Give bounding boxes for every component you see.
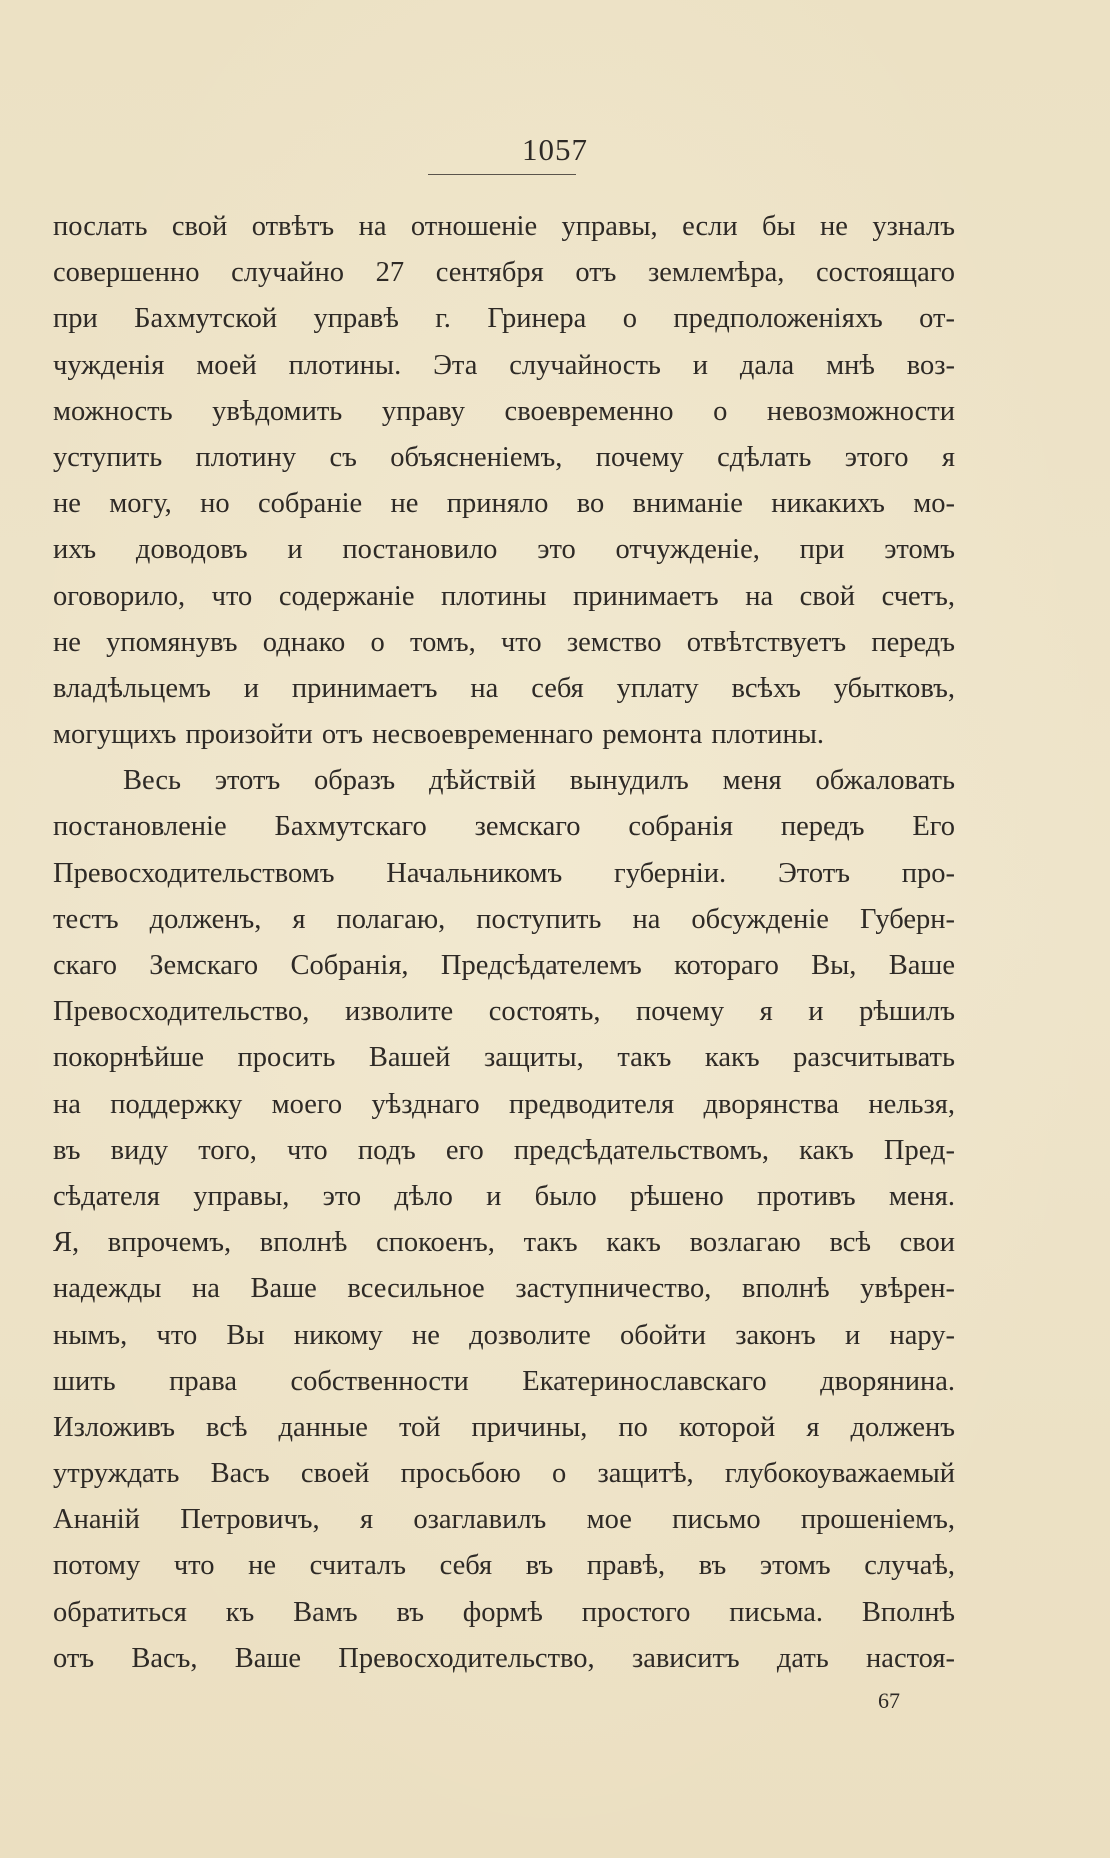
- text-line: въ виду того, что подъ его предсѣдательствомъ, какъ Пред-: [53, 1134, 955, 1166]
- paragraph-start-line: Весь этотъ образъ дѣйствій вынудилъ меня обжаловать: [123, 765, 955, 797]
- body-text: [53, 204, 955, 1682]
- text-line: чужденія моей плотины. Эта случайность и дала мнѣ воз-: [53, 349, 955, 381]
- page-number: 1057: [522, 132, 588, 167]
- text-line: покорнѣйше просить Вашей защиты, такъ какъ разсчитывать: [53, 1042, 955, 1074]
- text-line: отъ Васъ, Ваше Превосходительство, зависитъ дать настоя-: [53, 1642, 955, 1674]
- text-line: совершенно случайно 27 сентября отъ землемѣра, состоящаго: [53, 257, 955, 289]
- text-line: нымъ, что Вы никому не дозволите обойти законъ и нару-: [53, 1319, 955, 1351]
- header-rule: [428, 174, 576, 175]
- text-line: Ананій Петровичъ, я озаглавилъ мое письмо прошеніемъ,: [53, 1504, 955, 1536]
- text-line: не могу, но собраніе не приняло во вниманіе никакихъ мо-: [53, 488, 955, 520]
- text-line: уступить плотину съ объясненіемъ, почему сдѣлать этого я: [53, 441, 955, 473]
- text-line: ихъ доводовъ и постановило это отчужденіе, при этомъ: [53, 534, 955, 566]
- text-line: Я, впрочемъ, вполнѣ спокоенъ, такъ какъ возлагаю всѣ свои: [53, 1227, 955, 1259]
- text-line: скаго Земскаго Собранія, Предсѣдателемъ котораго Вы, Ваше: [53, 950, 955, 981]
- text-line: оговорило, что содержаніе плотины принимаетъ на свой счетъ,: [53, 580, 955, 612]
- text-line: могущихъ произойти отъ несвоевременнаго ремонта плотины.: [53, 719, 824, 751]
- text-line: постановленіе Бахмутскаго земскаго собранія передъ Его: [53, 811, 955, 843]
- text-line: можность увѣдомить управу своевременно о невозможности: [53, 395, 955, 427]
- text-line: потому что не считалъ себя въ правѣ, въ этомъ случаѣ,: [53, 1550, 955, 1582]
- text-line: не упомянувъ однако о томъ, что земство отвѣтствуетъ передъ: [53, 626, 955, 658]
- signature-mark: 67: [878, 1688, 900, 1713]
- text-line: Превосходительство, изволите состоять, почему я и рѣшилъ: [53, 996, 955, 1028]
- text-line: тестъ долженъ, я полагаю, поступить на обсужденіе Губерн-: [53, 903, 955, 935]
- text-line: сѣдателя управы, это дѣло и было рѣшено противъ меня.: [53, 1180, 955, 1212]
- text-line: владѣльцемъ и принимаетъ на себя уплату всѣхъ убытковъ,: [53, 672, 955, 704]
- text-line: надежды на Ваше всесильное заступничество, вполнѣ увѣрен-: [53, 1273, 955, 1305]
- text-line: обратиться къ Вамъ въ формѣ простого письма. Вполнѣ: [53, 1596, 955, 1628]
- text-line: на поддержку моего уѣзднаго предводителя дворянства нельзя,: [53, 1088, 955, 1120]
- text-line: шить права собственности Екатеринославскаго дворянина.: [53, 1365, 955, 1397]
- text-line: при Бахмутской управѣ г. Гринера о предположеніяхъ от-: [53, 303, 955, 335]
- text-line: Превосходительствомъ Начальникомъ губерніи. Этотъ про-: [53, 857, 955, 889]
- text-line: Изложивъ всѣ данные той причины, по которой я долженъ: [53, 1411, 955, 1443]
- text-line: утруждать Васъ своей просьбою о защитѣ, глубокоуважаемый: [53, 1458, 955, 1490]
- text-line: послать свой отвѣтъ на отношеніе управы, если бы не узналъ: [53, 211, 955, 242]
